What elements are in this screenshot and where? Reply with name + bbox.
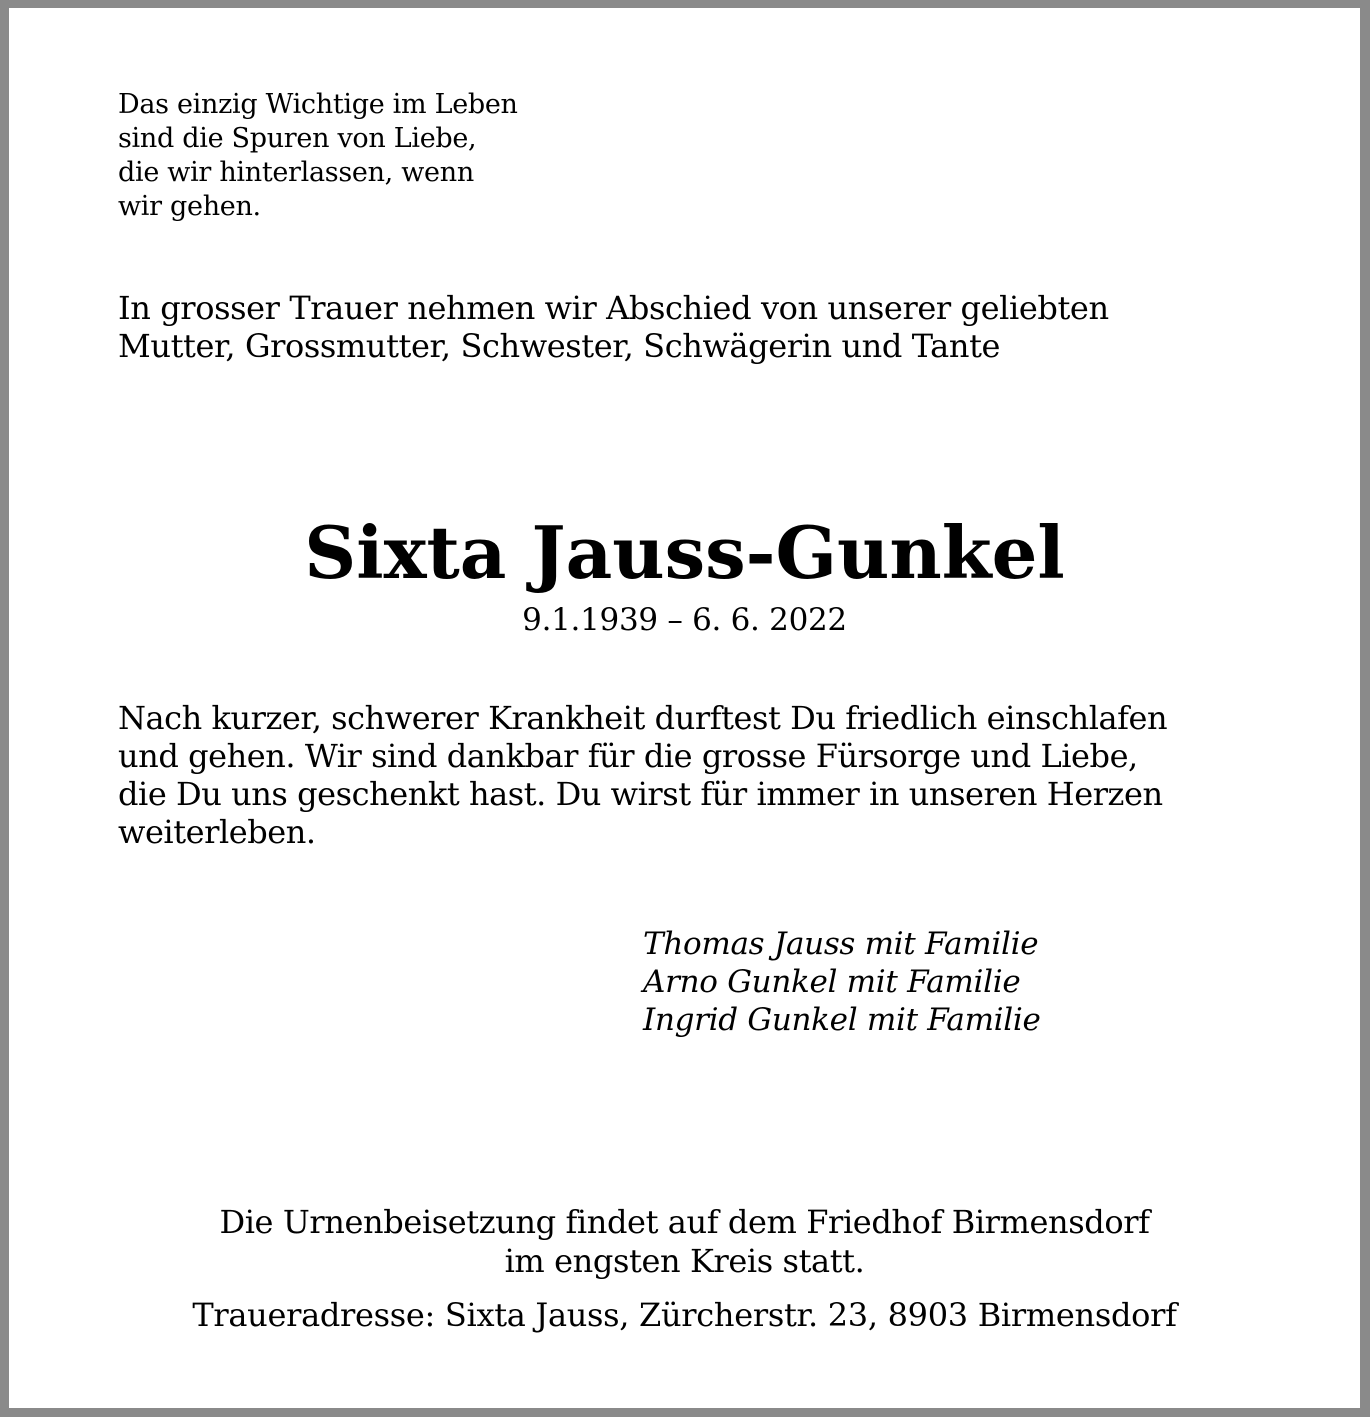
deceased-name: Sixta Jauss-Gunkel bbox=[304, 510, 1065, 595]
signer: Thomas Jauss mit Familie bbox=[643, 926, 1039, 962]
farewell-message: Nach kurzer, schwerer Krankheit durftest Du friedlich einschlafen und gehen. Wir sind dankbar für die grosse Fürsorge und Liebe, die Du uns geschenkt hast. Du wirst für immer in unseren Herzen weiterleben. bbox=[118, 699, 1168, 851]
intro-text: In grosser Trauer nehmen wir Abschied von unserer geliebten Mutter, Grossmutter, Schwester, Schwägerin und Tante bbox=[118, 289, 1109, 365]
opening-quote: Das einzig Wichtige im Leben sind die Spuren von Liebe, die wir hinterlassen, wenn wir gehen. bbox=[118, 89, 518, 222]
mourning-address: Traueradresse: Sixta Jauss, Zürcherstr. 23, 8903 Birmensdorf bbox=[192, 1296, 1177, 1334]
obituary-page bbox=[9, 8, 1360, 1408]
signer: Ingrid Gunkel mit Familie bbox=[643, 1002, 1041, 1038]
life-dates: 9.1.1939 – 6. 6. 2022 bbox=[522, 602, 847, 638]
burial-notice: Die Urnenbeisetzung findet auf dem Friedhof Birmensdorf im engsten Kreis statt. bbox=[219, 1203, 1150, 1280]
signers-list bbox=[643, 925, 1041, 1039]
signer: Arno Gunkel mit Familie bbox=[643, 964, 1021, 1000]
